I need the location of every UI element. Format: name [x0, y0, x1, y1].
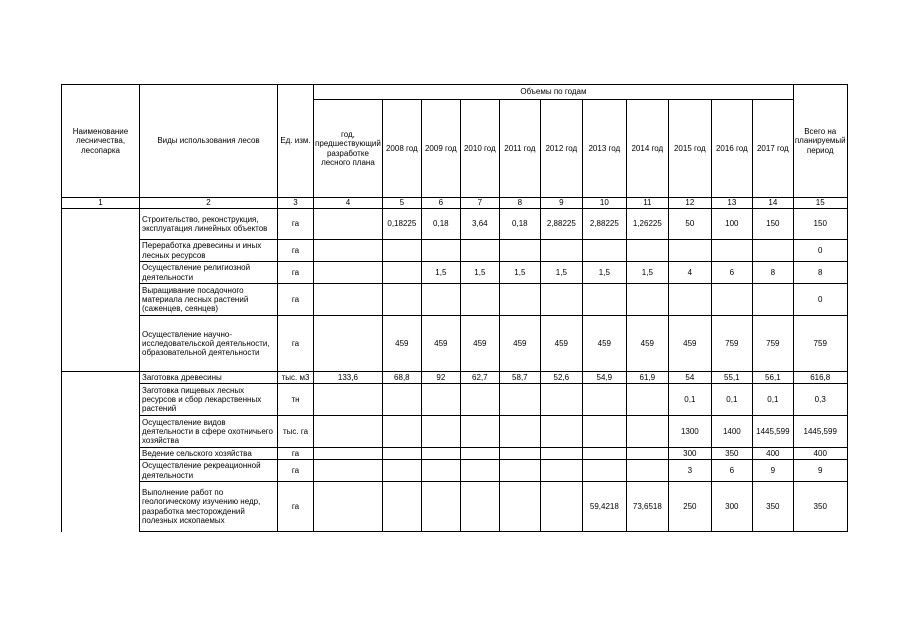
value-cell — [582, 460, 626, 482]
value-cell: 0,1 — [668, 384, 711, 416]
use-type-cell: Переработка древесины и иных лесных ресурсов — [140, 240, 278, 262]
value-cell: 400 — [752, 448, 793, 460]
value-cell: 6 — [711, 460, 752, 482]
column-number: 10 — [582, 198, 626, 209]
value-cell: 8 — [752, 262, 793, 284]
forestry-cell — [62, 460, 140, 482]
column-number: 5 — [382, 198, 421, 209]
value-cell: 3 — [668, 460, 711, 482]
header-year-2011: 2011 год — [499, 100, 540, 198]
value-cell: 300 — [711, 482, 752, 532]
value-cell: 0,18 — [421, 209, 460, 240]
total-cell: 8 — [793, 262, 847, 284]
value-cell — [499, 240, 540, 262]
value-cell: 4 — [668, 262, 711, 284]
forestry-cell — [62, 482, 140, 532]
value-cell: 52,6 — [540, 372, 582, 384]
column-number: 1 — [62, 198, 140, 209]
unit-cell: тн — [278, 384, 314, 416]
value-cell: 54 — [668, 372, 711, 384]
value-cell: 150 — [752, 209, 793, 240]
value-cell — [582, 416, 626, 448]
value-cell: 1,5 — [460, 262, 499, 284]
value-cell — [382, 262, 421, 284]
value-cell: 0,18 — [499, 209, 540, 240]
value-cell — [460, 284, 499, 316]
value-cell — [540, 460, 582, 482]
table-row — [62, 209, 848, 240]
header-total: Всего на планируемый период — [793, 85, 847, 198]
header-year-2010: 2010 год — [460, 100, 499, 198]
value-cell: 54,9 — [582, 372, 626, 384]
header-use-types: Виды использования лесов — [140, 85, 278, 198]
column-number: 6 — [421, 198, 460, 209]
header-year-2014: 2014 год — [626, 100, 668, 198]
value-cell — [314, 384, 383, 416]
value-cell — [499, 460, 540, 482]
value-cell — [582, 240, 626, 262]
value-cell — [421, 460, 460, 482]
value-cell: 1,5 — [582, 262, 626, 284]
value-cell — [314, 482, 383, 532]
table-row — [62, 372, 848, 384]
value-cell — [540, 240, 582, 262]
header-year-2015: 2015 год — [668, 100, 711, 198]
column-number: 14 — [752, 198, 793, 209]
column-number: 9 — [540, 198, 582, 209]
value-cell — [499, 284, 540, 316]
forestry-cell — [62, 240, 140, 262]
value-cell — [626, 460, 668, 482]
value-cell: 250 — [668, 482, 711, 532]
unit-cell: га — [278, 209, 314, 240]
value-cell — [460, 460, 499, 482]
unit-cell: га — [278, 240, 314, 262]
table-row — [62, 240, 848, 262]
value-cell: 1,5 — [499, 262, 540, 284]
value-cell — [460, 416, 499, 448]
value-cell: 73,6518 — [626, 482, 668, 532]
value-cell: 58,7 — [499, 372, 540, 384]
value-cell — [382, 416, 421, 448]
value-cell: 1,5 — [626, 262, 668, 284]
value-cell — [499, 482, 540, 532]
use-type-cell: Осуществление научно-исследовательской деятельности, образовательной деятельности — [140, 316, 278, 372]
value-cell: 459 — [499, 316, 540, 372]
value-cell — [582, 384, 626, 416]
value-cell — [626, 284, 668, 316]
total-cell: 9 — [793, 460, 847, 482]
value-cell: 2,88225 — [582, 209, 626, 240]
value-cell — [582, 284, 626, 316]
value-cell — [382, 384, 421, 416]
value-cell: 56,1 — [752, 372, 793, 384]
total-cell: 616,8 — [793, 372, 847, 384]
table-body — [62, 209, 848, 532]
header-year-2017: 2017 год — [752, 100, 793, 198]
total-cell: 1445,599 — [793, 416, 847, 448]
table-row — [62, 384, 848, 416]
table-row — [62, 262, 848, 284]
total-cell: 150 — [793, 209, 847, 240]
table-row — [62, 416, 848, 448]
value-cell — [460, 384, 499, 416]
use-type-cell: Ведение сельского хозяйства — [140, 448, 278, 460]
value-cell: 6 — [711, 262, 752, 284]
value-cell — [626, 384, 668, 416]
value-cell — [752, 240, 793, 262]
value-cell: 68,8 — [382, 372, 421, 384]
table-row — [62, 482, 848, 532]
forestry-cell — [62, 284, 140, 316]
value-cell: 0,1 — [752, 384, 793, 416]
value-cell: 0,1 — [711, 384, 752, 416]
value-cell — [382, 284, 421, 316]
value-cell — [626, 448, 668, 460]
use-type-cell: Осуществление рекреационной деятельности — [140, 460, 278, 482]
value-cell — [382, 240, 421, 262]
value-cell — [540, 284, 582, 316]
total-cell: 0,3 — [793, 384, 847, 416]
value-cell: 300 — [668, 448, 711, 460]
value-cell — [582, 448, 626, 460]
header-volumes-by-year: Объемы по годам — [314, 85, 794, 100]
column-number: 2 — [140, 198, 278, 209]
value-cell: 459 — [460, 316, 499, 372]
value-cell: 9 — [752, 460, 793, 482]
unit-cell: га — [278, 460, 314, 482]
column-number: 4 — [314, 198, 383, 209]
value-cell — [421, 240, 460, 262]
value-cell: 350 — [752, 482, 793, 532]
header-year-2012: 2012 год — [540, 100, 582, 198]
value-cell: 459 — [626, 316, 668, 372]
value-cell — [499, 384, 540, 416]
value-cell: 1,5 — [540, 262, 582, 284]
value-cell: 1300 — [668, 416, 711, 448]
value-cell: 0,18225 — [382, 209, 421, 240]
column-number: 8 — [499, 198, 540, 209]
value-cell — [421, 482, 460, 532]
value-cell — [314, 209, 383, 240]
table-row — [62, 284, 848, 316]
value-cell: 459 — [421, 316, 460, 372]
forest-use-volumes-table — [61, 84, 848, 532]
value-cell — [382, 460, 421, 482]
value-cell: 759 — [711, 316, 752, 372]
column-number: 13 — [711, 198, 752, 209]
value-cell — [668, 284, 711, 316]
value-cell: 50 — [668, 209, 711, 240]
forestry-cell — [62, 372, 140, 384]
value-cell: 459 — [382, 316, 421, 372]
table-row — [62, 448, 848, 460]
column-number: 3 — [278, 198, 314, 209]
value-cell: 1445,599 — [752, 416, 793, 448]
value-cell: 3,64 — [460, 209, 499, 240]
value-cell — [421, 416, 460, 448]
value-cell — [382, 482, 421, 532]
value-cell — [460, 240, 499, 262]
value-cell: 1,26225 — [626, 209, 668, 240]
value-cell — [421, 284, 460, 316]
value-cell — [499, 416, 540, 448]
value-cell — [540, 448, 582, 460]
value-cell — [314, 448, 383, 460]
unit-cell: га — [278, 284, 314, 316]
column-number: 11 — [626, 198, 668, 209]
header-year-2009: 2009 год — [421, 100, 460, 198]
value-cell — [540, 416, 582, 448]
value-cell: 459 — [582, 316, 626, 372]
column-number-row — [62, 198, 848, 209]
forestry-cell — [62, 448, 140, 460]
value-cell: 133,6 — [314, 372, 383, 384]
use-type-cell: Заготовка древесины — [140, 372, 278, 384]
unit-cell: га — [278, 262, 314, 284]
unit-cell: га — [278, 316, 314, 372]
value-cell: 350 — [711, 448, 752, 460]
unit-cell: га — [278, 482, 314, 532]
column-number: 7 — [460, 198, 499, 209]
value-cell — [540, 384, 582, 416]
value-cell — [460, 448, 499, 460]
value-cell — [314, 240, 383, 262]
header-pre-year: год, предшествующий разработке лесного плана — [314, 100, 383, 198]
value-cell — [314, 416, 383, 448]
use-type-cell: Заготовка пищевых лесных ресурсов и сбор лекарственных растений — [140, 384, 278, 416]
total-cell: 400 — [793, 448, 847, 460]
value-cell: 92 — [421, 372, 460, 384]
header-year-2008: 2008 год — [382, 100, 421, 198]
table-row — [62, 316, 848, 372]
value-cell: 59,4218 — [582, 482, 626, 532]
total-cell: 759 — [793, 316, 847, 372]
value-cell — [314, 284, 383, 316]
value-cell: 759 — [752, 316, 793, 372]
header-unit: Ед. изм. — [278, 85, 314, 198]
header-forestry-name: Наименование лесничества, лесопарка — [62, 85, 140, 198]
column-number: 12 — [668, 198, 711, 209]
value-cell — [626, 240, 668, 262]
value-cell — [626, 416, 668, 448]
value-cell — [314, 262, 383, 284]
value-cell — [668, 240, 711, 262]
unit-cell: тыс. м3 — [278, 372, 314, 384]
value-cell — [752, 284, 793, 316]
value-cell: 459 — [540, 316, 582, 372]
total-cell: 0 — [793, 284, 847, 316]
value-cell: 100 — [711, 209, 752, 240]
use-type-cell: Осуществление религиозной деятельности — [140, 262, 278, 284]
unit-cell: тыс. га — [278, 416, 314, 448]
value-cell — [382, 448, 421, 460]
value-cell: 1400 — [711, 416, 752, 448]
forestry-cell — [62, 416, 140, 448]
total-cell: 350 — [793, 482, 847, 532]
value-cell — [540, 482, 582, 532]
forestry-cell — [62, 262, 140, 284]
value-cell — [711, 240, 752, 262]
total-cell: 0 — [793, 240, 847, 262]
value-cell: 2,88225 — [540, 209, 582, 240]
header-row-1 — [62, 85, 848, 100]
header-year-2016: 2016 год — [711, 100, 752, 198]
unit-cell: га — [278, 448, 314, 460]
value-cell — [421, 448, 460, 460]
table-row — [62, 460, 848, 482]
value-cell: 1,5 — [421, 262, 460, 284]
value-cell: 55,1 — [711, 372, 752, 384]
header-year-2013: 2013 год — [582, 100, 626, 198]
forestry-cell — [62, 384, 140, 416]
value-cell: 459 — [668, 316, 711, 372]
value-cell: 62,7 — [460, 372, 499, 384]
forestry-cell — [62, 209, 140, 240]
value-cell — [499, 448, 540, 460]
value-cell: 61,9 — [626, 372, 668, 384]
value-cell — [314, 460, 383, 482]
use-type-cell: Строительство, реконструкция, эксплуатация линейных объектов — [140, 209, 278, 240]
forestry-cell — [62, 316, 140, 372]
value-cell — [421, 384, 460, 416]
use-type-cell: Осуществление видов деятельности в сфере охотничьего хозяйства — [140, 416, 278, 448]
value-cell — [314, 316, 383, 372]
use-type-cell: Выполнение работ по геологическому изучению недр, разработка месторождений полезных ископаемых — [140, 482, 278, 532]
column-number: 15 — [793, 198, 847, 209]
use-type-cell: Выращивание посадочного материала лесных растений (саженцев, сеянцев) — [140, 284, 278, 316]
value-cell — [711, 284, 752, 316]
value-cell — [460, 482, 499, 532]
